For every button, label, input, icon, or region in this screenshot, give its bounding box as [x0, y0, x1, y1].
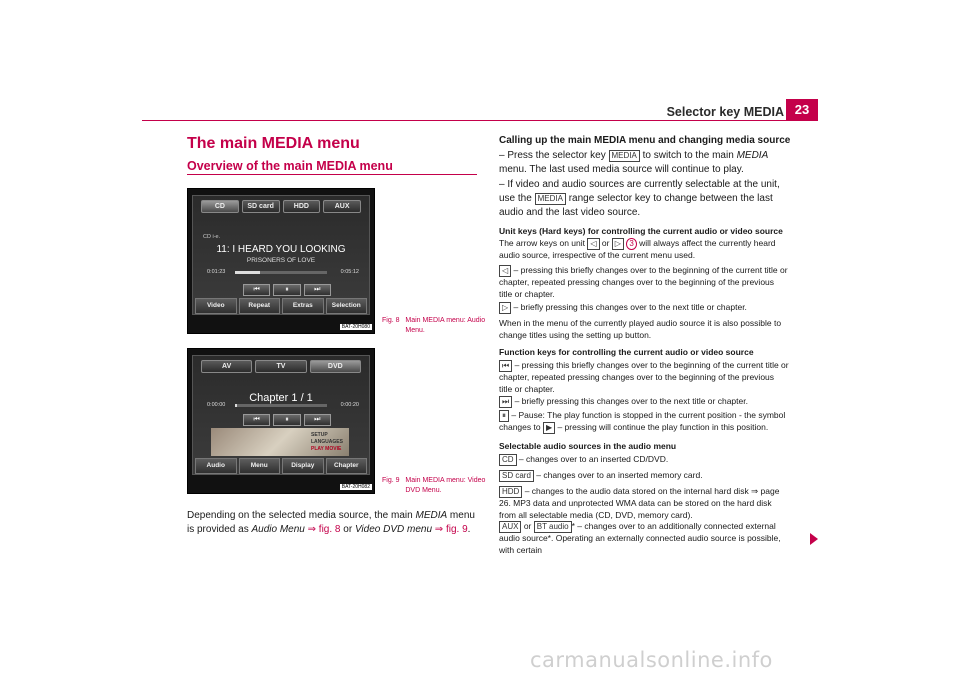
button-chapter: Chapter	[326, 458, 368, 474]
text: – changes over to an inserted CD/DVD.	[516, 454, 669, 464]
text: – briefly pressing this changes over to the next title or chapter.	[512, 396, 748, 406]
text: – changes to the audio data stored on the internal hard disk ⇒ page 26. MP3 data and unprotected WMA data can be stored on the hard disk from all selectable media (CD, DVD, memory card).	[499, 486, 780, 520]
text: range selector key to change between the last audio and the last video source.	[499, 193, 773, 218]
menu-name: Audio Menu	[251, 524, 305, 535]
text: Depending on the selected media source, the main	[187, 510, 416, 521]
text: or	[599, 238, 612, 248]
button-video: Video	[195, 298, 237, 314]
text: – pressing will continue the play function in this position.	[555, 422, 769, 432]
time-elapsed: 0:01:23	[207, 269, 226, 275]
tab-sd-card: SD card	[242, 200, 280, 213]
text: will always affect the currently heard audio source, irrespective of the current menu used.	[499, 238, 776, 260]
time-total: 0:00:20	[340, 402, 359, 408]
dvd-menu-languages: LANGUAGES	[311, 439, 343, 445]
button-audio: Audio	[195, 458, 237, 474]
function-buttons	[193, 298, 369, 314]
text: – briefly pressing this changes over to the next title or chapter.	[511, 302, 747, 312]
figure-reference[interactable]: ⇒ fig. 8	[304, 524, 341, 535]
pause-icon: ⏸	[273, 414, 300, 426]
text: menu is provided as	[187, 510, 475, 535]
text: – Pause: The play function is stopped in the current position - the symbol changes to	[499, 410, 786, 432]
tab-cd: CD	[201, 200, 239, 213]
source-label: CD i-e.	[203, 234, 221, 240]
figure-code: BAT-20H080	[341, 324, 370, 330]
screen-panel	[192, 195, 370, 315]
text: – pressing this briefly changes over to the beginning of the current title or chapter, repeated pressing changes over to the beginning of the previous title or chapter.	[499, 265, 788, 299]
caption-text: Main MEDIA menu: Audio Menu.	[405, 317, 486, 334]
media-key: MEDIA	[535, 193, 566, 205]
text: to switch to the main	[639, 150, 737, 161]
figure-9-video-dvd-menu	[187, 348, 375, 494]
time-total: 0:05:12	[340, 269, 359, 275]
button-selection: Selection	[326, 298, 368, 314]
text: * – changes over to an additionally connected external audio source*. Operating an externally connected audio source is possible, with certain	[499, 521, 781, 555]
tab-hdd: HDD	[283, 200, 321, 213]
instruction-1	[499, 149, 789, 177]
unit-keys-heading: Unit keys (Hard keys) for controlling the current audio or video source	[499, 226, 783, 236]
text: or	[521, 521, 534, 531]
next-icon: ⏭	[304, 414, 331, 426]
source-hdd-description	[499, 486, 789, 521]
menu-name: MEDIA	[736, 150, 769, 161]
button-display: Display	[282, 458, 324, 474]
track-title: 11: I HEARD YOU LOOKING	[216, 244, 346, 255]
media-key: MEDIA	[609, 150, 640, 162]
subsection-title: Overview of the main MEDIA menu	[187, 159, 393, 173]
sd-card-key: SD card	[499, 470, 534, 482]
unit-keys-paragraph	[499, 238, 789, 262]
right-arrow-key-icon: ▷	[612, 238, 624, 250]
running-header-title: Selector key MEDIA	[666, 105, 784, 119]
right-arrow-key-icon: ▷	[499, 302, 511, 314]
function-key-previous-description	[499, 360, 789, 395]
figure-reference[interactable]: ⇒ fig. 9	[432, 524, 468, 535]
text: The arrow keys on unit	[499, 238, 588, 248]
unit-key-left-description	[499, 265, 789, 300]
figure-code: BAT-20H082	[341, 484, 370, 490]
source-cd-description	[499, 454, 789, 466]
left-arrow-key-icon: ◁	[499, 265, 511, 277]
next-icon: ⏭	[304, 284, 331, 296]
next-icon: ⏭	[499, 396, 512, 408]
source-sd-description	[499, 470, 789, 482]
instruction-2	[499, 178, 789, 220]
dvd-menu-image	[211, 428, 349, 456]
figure-8-caption	[382, 316, 491, 336]
text: – pressing this briefly changes over to the beginning of the current title or chapter, repeated pressing changes over to the beginning of the previous title or chapter.	[499, 360, 789, 394]
pause-icon: ⏸	[499, 410, 509, 422]
previous-icon: ⏮	[499, 360, 512, 372]
progress-bar	[235, 271, 327, 274]
caption-label: Fig. 8	[382, 317, 400, 324]
aux-key: AUX	[499, 521, 521, 533]
text: menu. The last used media source will continue to play.	[499, 164, 744, 175]
function-keys-heading: Function keys for controlling the current audio or video source	[499, 347, 754, 357]
artist-name: PRISONERS OF LOVE	[246, 257, 316, 264]
dvd-menu-play-movie: PLAY MOVIE	[311, 446, 342, 452]
caption-label: Fig. 9	[382, 477, 400, 484]
menu-name: Video DVD menu	[354, 524, 433, 535]
pause-icon: ⏸	[273, 284, 300, 296]
source-tabs	[201, 360, 361, 373]
left-arrow-key-icon: ◁	[587, 238, 599, 250]
watermark: carmanualsonline.info	[530, 648, 773, 672]
unit-keys-note: When in the menu of the currently played audio source it is also possible to change titles using the setting up button.	[499, 318, 782, 340]
text: .	[467, 524, 471, 535]
playback-controls	[243, 414, 331, 426]
source-aux-description	[499, 521, 789, 556]
screen-panel	[192, 355, 370, 475]
cd-key: CD	[499, 454, 517, 466]
tab-aux: AUX	[323, 200, 361, 213]
button-repeat: Repeat	[239, 298, 281, 314]
figure-8-audio-menu	[187, 188, 375, 334]
page-number: 23	[786, 99, 818, 120]
function-key-pause-description	[499, 410, 789, 434]
progress-fill	[235, 404, 237, 407]
dvd-menu-setup: SETUP	[311, 432, 328, 438]
button-menu: Menu	[239, 458, 281, 474]
tab-dvd: DVD	[310, 360, 361, 373]
previous-icon: ⏮	[243, 284, 270, 296]
caption-text: Main MEDIA menu: Video DVD Menu.	[405, 477, 486, 494]
function-buttons	[193, 458, 369, 474]
button-extras: Extras	[282, 298, 324, 314]
previous-icon: ⏮	[243, 414, 270, 426]
callout-3-icon: 3	[626, 238, 636, 250]
unit-key-right-description	[499, 302, 789, 314]
progress-fill	[235, 271, 260, 274]
right-heading: Calling up the main MEDIA menu and changing media source	[499, 135, 791, 146]
text: – Press the selector key	[499, 150, 609, 161]
selectable-sources-heading: Selectable audio sources in the audio menu	[499, 441, 677, 451]
time-elapsed: 0:00:00	[207, 402, 226, 408]
header-rule	[142, 120, 818, 121]
text: – If video and audio sources are currently selectable at the unit, use the	[499, 179, 780, 204]
subsection-rule	[187, 174, 477, 175]
menu-name: MEDIA	[415, 510, 448, 521]
text: – changes over to an inserted memory card.	[533, 470, 703, 480]
tab-av: AV	[201, 360, 252, 373]
playback-controls	[243, 284, 331, 296]
figure-9-caption	[382, 476, 491, 496]
intro-paragraph	[187, 509, 477, 537]
chapter-label: Chapter 1 / 1	[249, 392, 313, 404]
text: or	[340, 524, 355, 535]
bt-audio-key: BT audio	[534, 521, 572, 533]
hdd-key: HDD	[499, 486, 522, 498]
continue-arrow-icon	[810, 533, 818, 545]
section-title: The main MEDIA menu	[187, 135, 360, 152]
play-icon: ▶	[543, 422, 555, 434]
progress-bar	[235, 404, 327, 407]
source-tabs	[201, 200, 361, 213]
tab-tv: TV	[255, 360, 306, 373]
function-key-next-description	[499, 396, 789, 408]
